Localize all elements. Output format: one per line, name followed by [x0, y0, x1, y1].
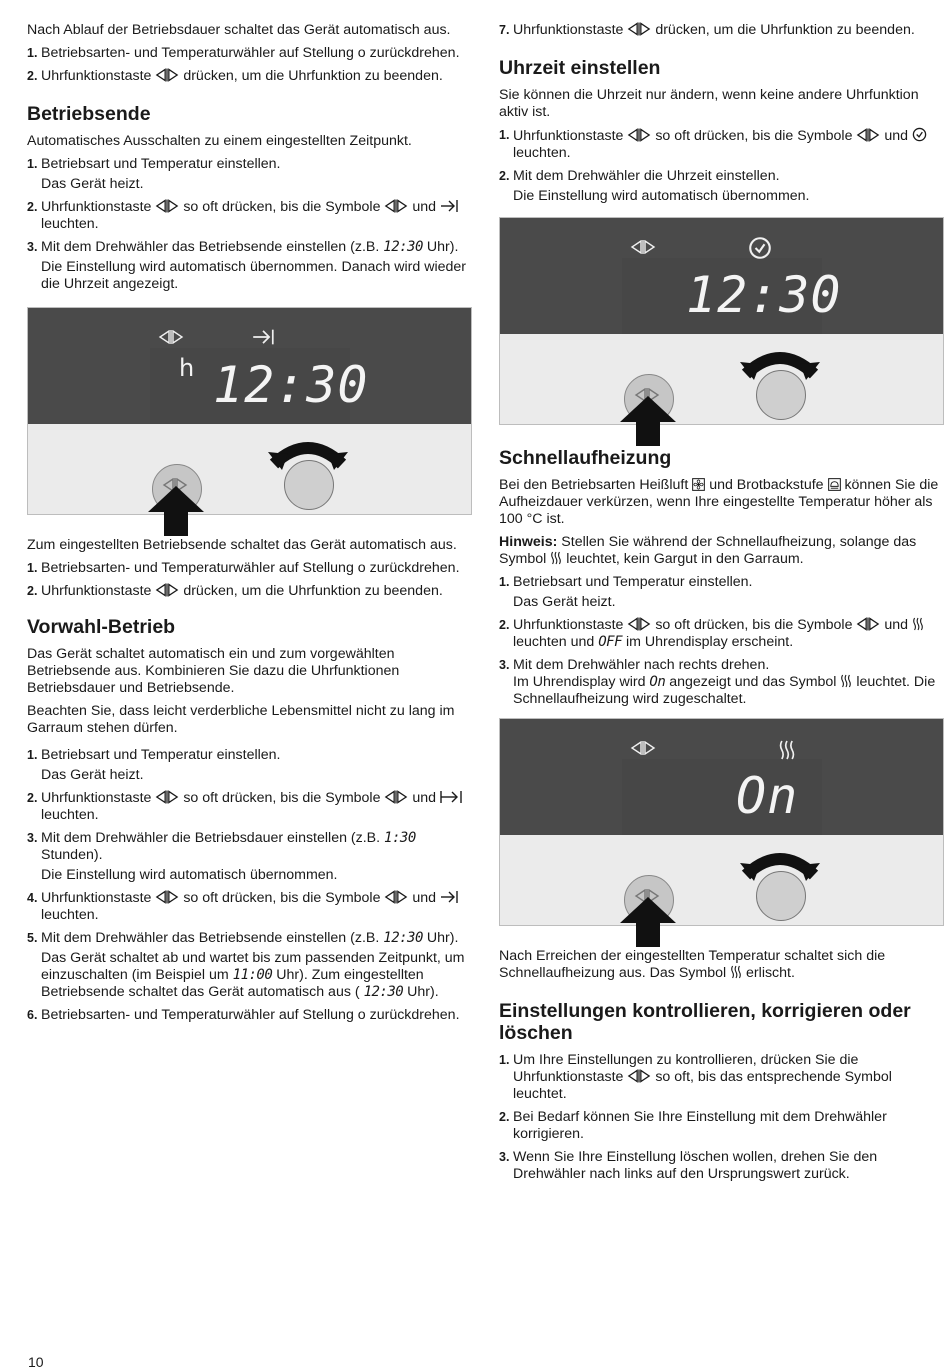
- step-text: Betriebsart und Temperatur einstellen.: [41, 747, 281, 763]
- panel-control-area: [28, 424, 471, 514]
- push-arrow-icon: [146, 486, 206, 536]
- step-sub: Die Einstellung wird automatisch übernommen.: [513, 188, 810, 204]
- heading-vorwahl-betrieb: Vorwahl-Betrieb: [27, 616, 176, 638]
- step-text: Uhr). Zum eingestellten Betriebsende schaltet das Gerät automatisch aus (: [41, 967, 424, 1000]
- rapid-heat-icon: [840, 674, 852, 688]
- list-item: [499, 1052, 945, 1103]
- step-number: 1.: [27, 748, 38, 762]
- step-text: Betriebsarten- und Temperaturwähler auf Stellung o zurückdrehen.: [41, 45, 460, 61]
- step-sub: Die Einstellung wird automatisch übernommen. Danach wird wieder die Uhrzeit angezeigt.: [41, 259, 467, 292]
- step-sub: Das Gerät heizt.: [41, 767, 144, 783]
- list-item: [27, 747, 473, 784]
- step-text: Uhrfunktionstaste: [41, 583, 152, 599]
- step-text: Das Gerät schaltet ab und wartet bis zum passenden Zeitpunkt, um einzuschalten (im Beispiel um: [41, 950, 465, 983]
- list-item: [27, 45, 473, 62]
- step-sub: [513, 674, 945, 708]
- rapid-heat-icon: [730, 965, 742, 979]
- panel-display-area: [500, 218, 943, 334]
- list-item: [27, 560, 473, 577]
- step-text: so oft drücken, bis die Symbole: [655, 617, 853, 633]
- panel-control-area: [500, 334, 943, 424]
- step-text: Uhrfunktionstaste: [41, 199, 152, 215]
- step-text: leuchten und: [513, 634, 595, 650]
- step-text: Mit dem Drehwähler nach rechts drehen.: [513, 657, 770, 673]
- hour-indicator: h: [179, 354, 195, 382]
- right-column: [499, 22, 945, 1189]
- paragraph: Das Gerät schaltet automatisch ein und zum vorgewählten Betriebsende aus. Kombinieren Sie dazu die Uhrfunktionen Betriebsdauer und Betriebsende.: [27, 646, 400, 696]
- step-text: Betriebsarten- und Temperaturwähler auf Stellung o zurückdrehen.: [41, 560, 460, 576]
- step-number: 1.: [499, 128, 510, 142]
- display-value: On: [649, 674, 666, 690]
- text: leuchtet, kein Gargut in den Garraum.: [566, 551, 804, 567]
- rotate-arrow-icon: [740, 340, 820, 380]
- step-number: 1.: [499, 575, 510, 589]
- text: und Brotbackstufe: [709, 477, 824, 493]
- clock-function-key-icon: [155, 790, 179, 804]
- list-item: [499, 22, 945, 39]
- step-text: Um Ihre Einstellungen zu kontrollieren, drücken Sie die Uhrfunktionstaste: [513, 1052, 859, 1085]
- text: Nach Erreichen der eingestellten Temperatur schaltet sich die Schnellaufheizung aus. Das Symbol: [499, 948, 886, 981]
- step-number: 2.: [27, 69, 38, 83]
- oven-panel-illustration: [27, 307, 472, 515]
- clock-function-key-icon: [856, 617, 880, 631]
- step-number: 2.: [499, 169, 510, 183]
- step-text: Uhr).: [407, 984, 439, 1000]
- rapid-heat-icon: [912, 617, 924, 631]
- step-number: 2.: [27, 200, 38, 214]
- step-text: und: [412, 890, 437, 906]
- step-text: Stunden).: [41, 847, 103, 863]
- step-text: Uhrfunktionstaste: [513, 22, 624, 38]
- clock-function-key-icon: [627, 22, 651, 36]
- clock-function-key-icon: [384, 790, 408, 804]
- intro-text: Nach Ablauf der Betriebsdauer schaltet das Gerät automatisch aus.: [27, 22, 451, 38]
- clock-function-key-icon: [155, 583, 179, 597]
- step-text: Mit dem Drehwähler das Betriebsende einstellen (z.B.: [41, 930, 380, 946]
- step-text: und: [884, 128, 909, 144]
- list-item: [27, 890, 473, 924]
- step-number: 1.: [499, 1053, 510, 1067]
- clock-icon: [912, 127, 927, 142]
- list-item: [499, 127, 945, 162]
- step-text: so oft drücken, bis die Symbole: [183, 890, 381, 906]
- hint-paragraph: [499, 534, 945, 568]
- step-text: Mit dem Drehwähler die Uhrzeit einstellen.: [513, 168, 780, 184]
- step-text: Mit dem Drehwähler das Betriebsende einstellen (z.B.: [41, 239, 380, 255]
- end-time-icon: [252, 328, 274, 346]
- heading-betriebsende: Betriebsende: [27, 103, 151, 125]
- step-text: Betriebsarten- und Temperaturwähler auf Stellung o zurückdrehen.: [41, 1007, 460, 1023]
- text: Stellen Sie während der Schnellaufheizung, solange das Symbol: [499, 534, 917, 567]
- step-number: 2.: [499, 618, 510, 632]
- heading-uhrzeit-einstellen: Uhrzeit einstellen: [499, 57, 661, 79]
- step-sub: Die Einstellung wird automatisch übernommen.: [41, 867, 338, 883]
- text: erlischt.: [746, 965, 795, 981]
- rotate-arrow-icon: [740, 841, 820, 881]
- step-number: 5.: [27, 931, 38, 945]
- step-text: Uhr).: [426, 239, 459, 255]
- left-column: [27, 22, 473, 1030]
- display-value: 12:30: [383, 239, 423, 255]
- clock-function-key-icon: [155, 890, 179, 904]
- display-value: 12:30: [383, 930, 423, 946]
- step-text: und: [412, 199, 437, 215]
- rapid-heat-display: On: [736, 767, 799, 825]
- step-sub: Das Gerät heizt.: [513, 594, 616, 610]
- step-text: Im Uhrendisplay wird: [513, 674, 646, 690]
- oven-panel-illustration: [499, 718, 944, 926]
- oven-panel-illustration: [499, 217, 944, 425]
- step-text: Mit dem Drehwähler die Betriebsdauer einstellen (z.B.: [41, 830, 381, 846]
- clock-function-key-icon: [384, 199, 408, 213]
- paragraph: Sie können die Uhrzeit nur ändern, wenn keine andere Uhrfunktion aktiv ist.: [499, 87, 919, 120]
- hint-label: Hinweis:: [499, 534, 558, 550]
- step-text: im Uhrendisplay erscheint.: [625, 634, 794, 650]
- step-number: 3.: [27, 831, 38, 845]
- heading-einstellungen: Einstellungen kontrollieren, korrigieren oder löschen: [499, 1000, 911, 1044]
- clock-function-key-icon: [158, 330, 184, 344]
- list-item: [27, 790, 473, 824]
- step-text: Betriebsart und Temperatur einstellen.: [41, 156, 281, 172]
- rapid-heat-icon: [778, 737, 796, 763]
- step-number: 2.: [27, 791, 38, 805]
- rotate-arrow-icon: [268, 430, 348, 470]
- list-item: [27, 68, 473, 85]
- step-text: Uhrfunktionstaste: [41, 68, 152, 84]
- page-number: 10: [28, 1354, 44, 1370]
- clock-function-key-icon: [630, 741, 656, 755]
- step-text: leuchten.: [513, 145, 571, 161]
- clock-icon: [748, 236, 772, 260]
- step-text: leuchten.: [41, 807, 99, 823]
- step-text: und: [884, 617, 909, 633]
- hot-air-icon: [692, 478, 705, 491]
- push-arrow-icon: [618, 396, 678, 446]
- end-time-icon: [440, 890, 458, 904]
- step-text: angezeigt und das Symbol: [669, 674, 837, 690]
- list-item: [27, 156, 473, 193]
- step-text: leuchtet. Die Schnellaufheizung wird zugeschaltet.: [513, 674, 936, 707]
- panel-control-area: [500, 835, 943, 925]
- step-text: Uhr).: [426, 930, 459, 946]
- list-item: [27, 1007, 473, 1024]
- display-value: 12:30: [363, 984, 404, 1000]
- paragraph: [499, 948, 945, 982]
- panel-display-area: [28, 308, 471, 424]
- step-text: drücken, um die Uhrfunktion zu beenden.: [655, 22, 915, 38]
- step-text: drücken, um die Uhrfunktion zu beenden.: [183, 583, 443, 599]
- step-text: Bei Bedarf können Sie Ihre Einstellung mit dem Drehwähler korrigieren.: [513, 1109, 887, 1142]
- push-arrow-icon: [618, 897, 678, 947]
- duration-icon: [440, 790, 462, 804]
- list-item: [499, 617, 945, 651]
- clock-function-key-icon: [155, 199, 179, 213]
- list-item: [499, 168, 945, 205]
- step-text: Uhrfunktionstaste: [41, 790, 152, 806]
- list-item: [27, 239, 473, 293]
- step-sub: Das Gerät heizt.: [41, 176, 144, 192]
- panel-display-area: [500, 719, 943, 835]
- step-text: so oft drücken, bis die Symbole: [655, 128, 853, 144]
- clock-display: 12:30: [213, 356, 369, 414]
- step-number: 3.: [499, 1150, 510, 1164]
- step-number: 1.: [27, 46, 38, 60]
- text: Bei den Betriebsarten Heißluft: [499, 477, 689, 493]
- step-number: 4.: [27, 891, 38, 905]
- display-value: OFF: [598, 634, 623, 650]
- display-value: 11:00: [232, 967, 273, 983]
- list-item: [499, 1149, 945, 1183]
- step-number: 2.: [499, 1110, 510, 1124]
- list-item: [27, 830, 473, 884]
- paragraph: Zum eingestellten Betriebsende schaltet das Gerät automatisch aus.: [27, 537, 457, 553]
- step-sub: [41, 950, 473, 1001]
- end-time-icon: [440, 199, 458, 213]
- bread-baking-icon: [828, 478, 841, 491]
- step-text: Uhrfunktionstaste: [41, 890, 152, 906]
- step-text: so oft, bis das entsprechende Symbol leuchtet.: [513, 1069, 892, 1102]
- step-text: so oft drücken, bis die Symbole: [183, 790, 381, 806]
- step-number: 2.: [27, 584, 38, 598]
- step-number: 1.: [27, 157, 38, 171]
- step-text: Uhrfunktionstaste: [513, 128, 624, 144]
- list-item: [27, 930, 473, 1001]
- heading-schnellaufheizung: Schnellaufheizung: [499, 447, 672, 469]
- step-number: 6.: [27, 1008, 38, 1022]
- paragraph: Automatisches Ausschalten zu einem eingestellten Zeitpunkt.: [27, 133, 412, 149]
- step-number: 7.: [499, 23, 510, 37]
- text: können Sie die Aufheizdauer verkürzen, wenn Ihre eingestellte Temperatur höher als 100 °C ist.: [499, 477, 939, 527]
- clock-function-key-icon: [627, 617, 651, 631]
- clock-function-key-icon: [384, 890, 408, 904]
- list-item: [499, 574, 945, 611]
- step-text: leuchten.: [41, 216, 99, 232]
- paragraph: Beachten Sie, dass leicht verderbliche Lebensmittel nicht zu lang im Garraum stehen dürfen.: [27, 703, 455, 736]
- step-text: Betriebsart und Temperatur einstellen.: [513, 574, 753, 590]
- step-number: 1.: [27, 561, 38, 575]
- clock-function-key-icon: [627, 128, 651, 142]
- step-text: drücken, um die Uhrfunktion zu beenden.: [183, 68, 443, 84]
- step-number: 3.: [27, 240, 38, 254]
- list-item: [27, 583, 473, 600]
- clock-function-key-icon: [630, 240, 656, 254]
- clock-function-key-icon: [155, 68, 179, 82]
- clock-function-key-icon: [627, 1069, 651, 1083]
- step-text: und: [412, 790, 437, 806]
- display-value: 1:30: [384, 830, 416, 846]
- step-text: Wenn Sie Ihre Einstellung löschen wollen, drehen Sie den Drehwähler nach links auf den Ursprungswert zurück.: [513, 1149, 878, 1182]
- step-text: Uhrfunktionstaste: [513, 617, 624, 633]
- list-item: [499, 657, 945, 708]
- step-number: 3.: [499, 658, 510, 672]
- list-item: [499, 1109, 945, 1143]
- list-item: [27, 199, 473, 233]
- step-text: leuchten.: [41, 907, 99, 923]
- step-text: so oft drücken, bis die Symbole: [183, 199, 381, 215]
- clock-display: 12:30: [686, 266, 842, 324]
- rapid-heat-icon: [550, 551, 562, 565]
- clock-function-key-icon: [856, 128, 880, 142]
- paragraph: [499, 477, 945, 528]
